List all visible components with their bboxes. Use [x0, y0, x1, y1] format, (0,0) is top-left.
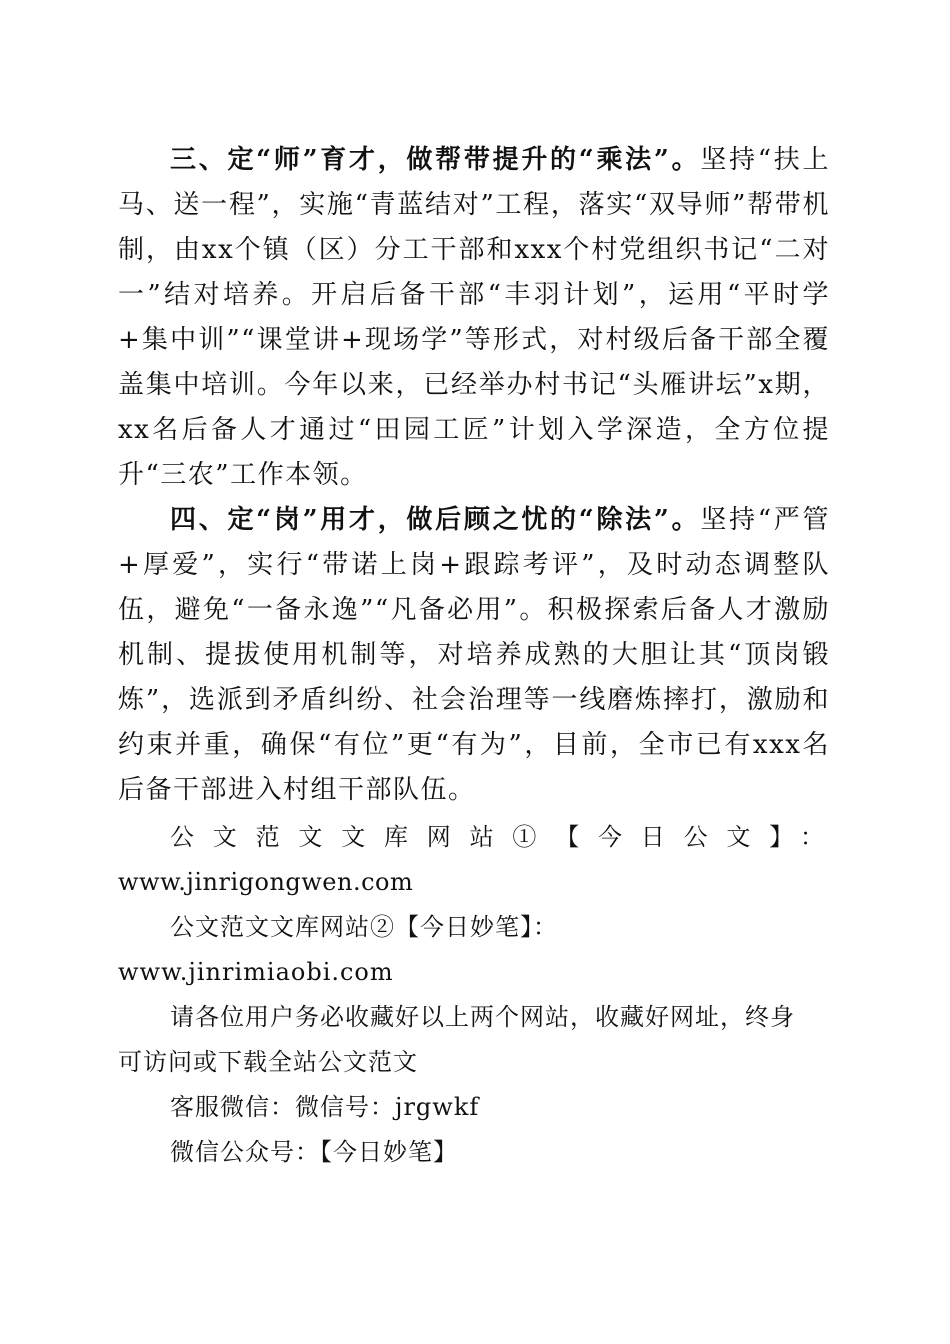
- section-4-heading: 四、定“岗”用才，做后顾之忧的“除法”。: [170, 505, 701, 535]
- section-3-heading: 三、定“师”育才，做帮带提升的“乘法”。: [170, 145, 701, 175]
- section-3-body: 坚持“扶上马、送一程”，实施“青蓝结对”工程，落实“双导师”帮带机制，由xx个镇（区）分工干部和xxx个村党组织书记“二对一”结对培养。开启后备干部“丰羽计划”，运用“平时学+集中训”“课堂讲+现场学”等形式，对村级后备干部全覆盖集中培训。今年以来，已经举办村书记“头雁讲坛”x期，xx名后备人才通过“田园工匠”计划入学深造，全方位提升“三农”工作本领。: [118, 145, 831, 490]
- wechat-service: 客服微信：微信号：jrgwkf: [170, 1093, 480, 1121]
- section-4-paragraph: [118, 498, 830, 813]
- document-page: [118, 138, 830, 1175]
- wechat-official-account: 微信公众号：【今日妙笔】: [170, 1138, 458, 1166]
- footer-block: [118, 815, 830, 1175]
- site1-label: 公文范文文库网站①【今日公文】：: [170, 823, 830, 851]
- section-3-paragraph: [118, 138, 830, 498]
- site1-url-link[interactable]: www.jinrigongwen.com: [118, 868, 414, 896]
- notice-line-1: 请各位用户务必收藏好以上两个网站，收藏好网址，终身: [170, 1003, 795, 1031]
- site2-line[interactable]: 公文范文文库网站②【今日妙笔】：www.jinrimiaobi.com: [118, 913, 558, 986]
- section-4-body: 坚持“严管+厚爱”，实行“带诺上岗+跟踪考评”，及时动态调整队伍，避免“一备永逸”“凡备必用”。积极探索后备人才激励机制、提拔使用机制等，对培养成熟的大胆让其“顶岗锻炼”，选派到矛盾纠纷、社会治理等一线磨炼摔打，激励和约束并重，确保“有位”更“有为”，目前，全市已有xxx名后备干部进入村组干部队伍。: [118, 505, 831, 805]
- notice-line-2: 可访问或下载全站公文范文: [118, 1048, 418, 1076]
